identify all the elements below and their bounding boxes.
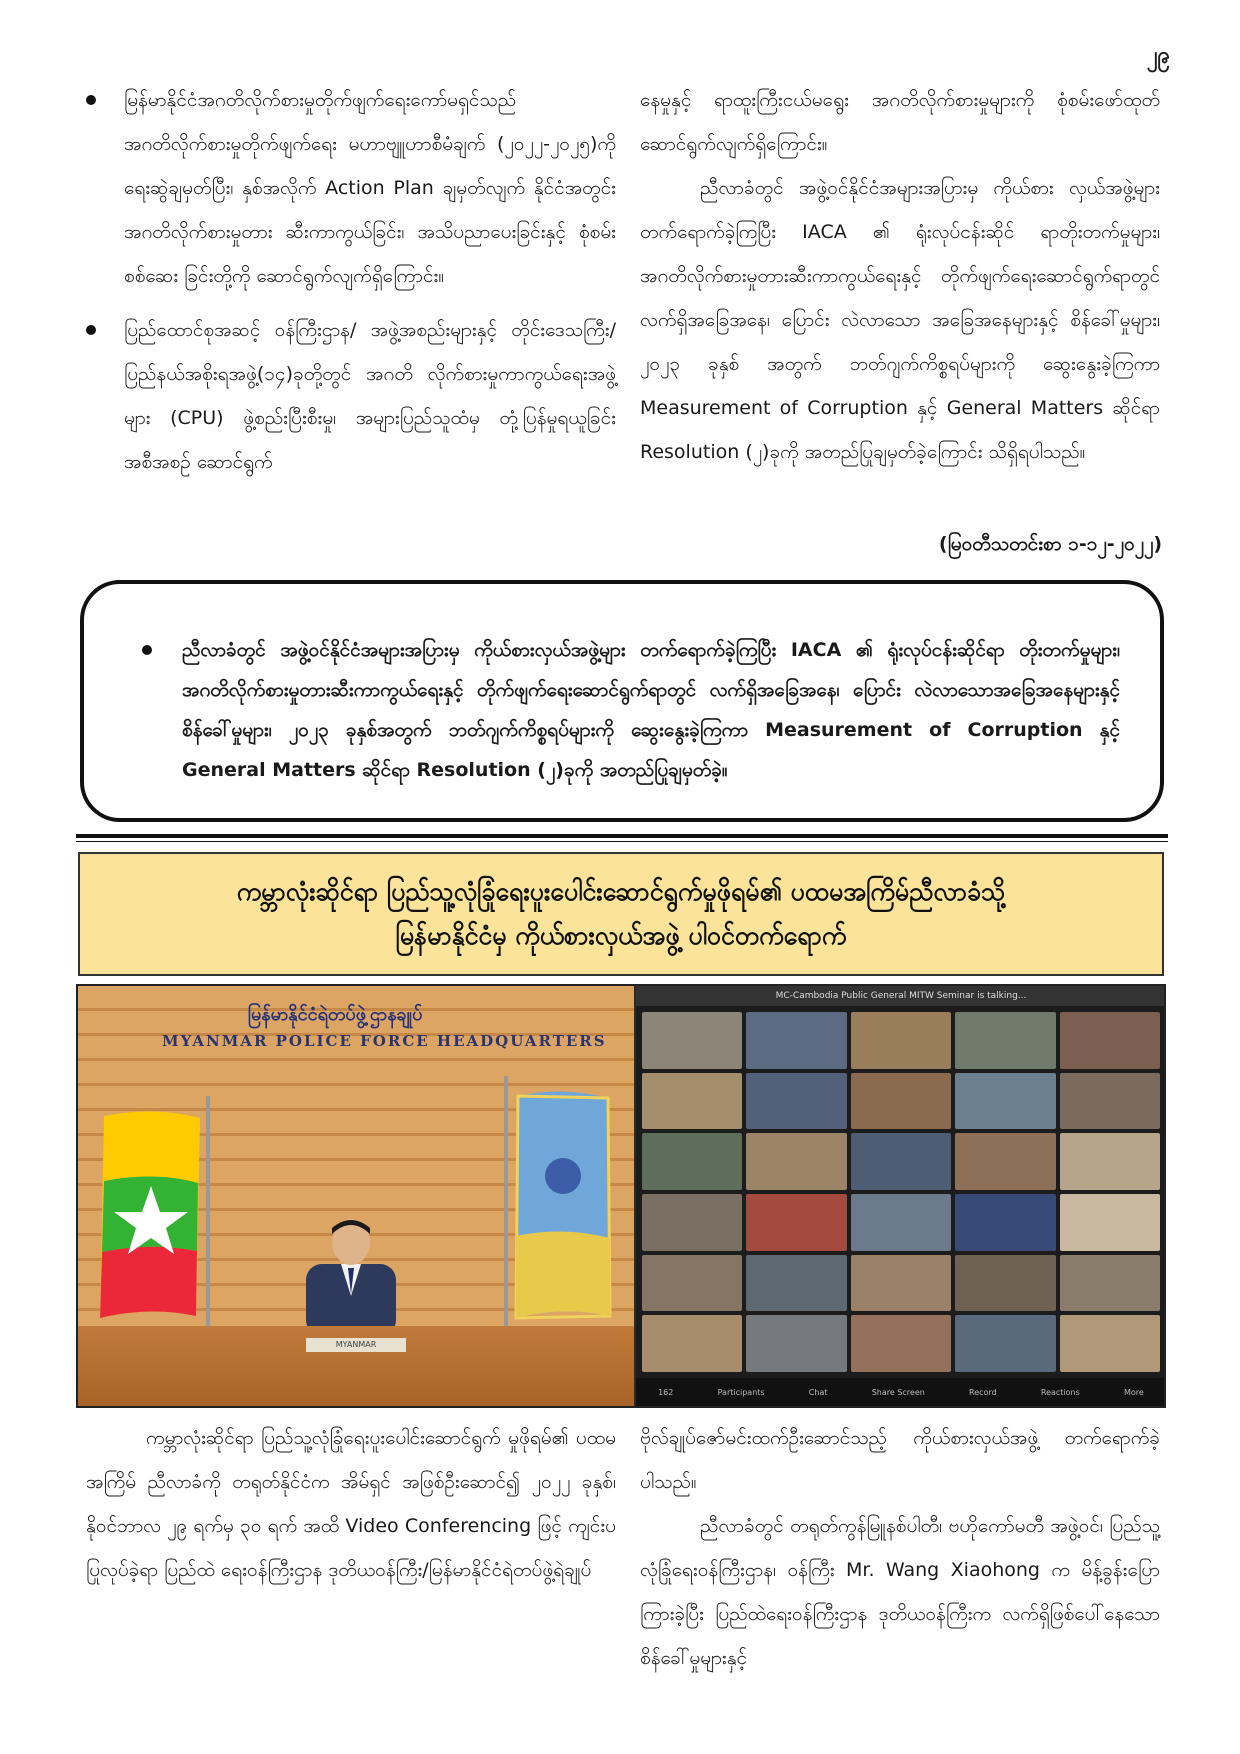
flag-pole-right <box>504 1076 508 1336</box>
participant-tile <box>1060 1012 1160 1069</box>
official-figure <box>286 1216 416 1336</box>
participant-tile <box>955 1073 1055 1130</box>
delegation-paragraph: ဗိုလ်ချုပ်ဇော်မင်းထက်ဦးဆောင်သည့် ကိုယ်စားလှယ်အဖွဲ့ တက်ရောက်ခဲ့ပါသည်။ <box>640 1427 1160 1493</box>
participant-tile <box>746 1073 846 1130</box>
participant-tile <box>746 1012 846 1069</box>
participant-tile <box>1060 1133 1160 1190</box>
participant-tile <box>642 1133 742 1190</box>
toolbar-reactions: Reactions <box>1040 1387 1080 1397</box>
participant-grid <box>642 1012 1160 1372</box>
toolbar-share-screen: Share Screen <box>871 1387 925 1397</box>
toolbar-chat: Chat <box>808 1387 828 1397</box>
headline-line-1: ကမ္ဘာလုံးဆိုင်ရာ ပြည်သူ့လုံခြုံရေးပူးပေါင်းဆောင်ရွက်မှုဖိုရမ်၏ ပထမအကြိမ်ညီလာခံသို့ <box>236 877 1006 906</box>
vc-banner: MC-Cambodia Public General MITW Seminar is talking... <box>636 986 1166 1006</box>
flag-pole-left <box>206 1096 210 1336</box>
participant-tile <box>1060 1194 1160 1251</box>
participant-tile <box>955 1194 1055 1251</box>
participant-tile <box>955 1255 1055 1312</box>
participant-tile <box>851 1194 951 1251</box>
participant-tile <box>746 1255 846 1312</box>
summary-text: ညီလာခံတွင် အဖွဲ့ဝင်နိုင်ငံအများအပြားမှ ကိုယ်စားလှယ်အဖွဲ့များ တက်ရောက်ခဲ့ကြပြီး IACA ၏ ရုံးလုပ်ငန်းဆိုင်ရာ တိုးတက်မှုများ၊ အဂတိလိုက်စားမှုတားဆီးကာကွယ်ရေးနှင့် တိုက်ဖျက်ရေးဆောင်ရွက်ရာတွင် လက်ရှိအခြေအနေ၊ ပြောင်း လဲလာသောအခြေအနေများနှင့် စိန်ခေါ်မှုများ၊ ၂၀၂၃ ခုနှစ်အတွက် ဘတ်ဂျက်ကိစ္စရပ်များကို ဆွေးနွေးခဲ့ကြကာ Measurement of Corruption နှင့် General Matters ဆိုင်ရာ Resolution (၂)ခုကို အတည်ပြုချမှတ်ခဲ့။ <box>142 630 1120 790</box>
participant-tile <box>851 1012 951 1069</box>
toolbar-record: Record <box>969 1387 997 1397</box>
toolbar-participants: Participants <box>717 1387 765 1397</box>
participant-tile <box>955 1315 1055 1372</box>
police-flag <box>508 1086 618 1326</box>
top-left-column <box>86 78 616 494</box>
bullet-strategy: မြန်မာနိုင်ငံအဂတိလိုက်စားမှုတိုက်ဖျက်ရေးကော်မရှင်သည် အဂတိလိုက်စားမှုတိုက်ဖျက်ရေး မဟာဗျူဟာစီမံချက် (၂၀၂၂-၂၀၂၅)ကို ရေးဆွဲချမှတ်ပြီး၊ နှစ်အလိုက် Action Plan ချမှတ်လျက် နိုင်ငံအတွင်း အဂတိလိုက်စားမှုတား ဆီးကာကွယ်ခြင်း၊ အသိပညာပေးခြင်းနှင့် စုံစမ်းစစ်ဆေး ခြင်းတို့ကို ဆောင်ရွက်လျက်ရှိကြောင်း။ <box>86 78 616 298</box>
continued-paragraph: နေမှုနှင့် ရာထူးကြီးငယ်မရွေး အဂတိလိုက်စားမှုများကို စုံစမ်းဖော်ထုတ်ဆောင်ရွက်လျက်ရှိကြောင်း။ <box>640 89 1160 155</box>
participant-tile <box>642 1255 742 1312</box>
participant-tile <box>1060 1255 1160 1312</box>
forum-paragraph: ကမ္ဘာလုံးဆိုင်ရာ ပြည်သူ့လုံခြုံရေးပူးပေါင်းဆောင်ရွက် မှုဖိုရမ်၏ ပထမအကြိမ် ညီလာခံကို တရုတ်နိုင်ငံက အိမ်ရှင် အဖြစ်ဦးဆောင်၍ ၂၀၂၂ ခုနှစ်၊ နိုဝင်ဘာလ ၂၉ ရက်မှ ၃၀ ရက် အထိ Video Conferencing ဖြင့် ကျင်းပပြုလုပ်ခဲ့ရာ ပြည်ထဲ ရေးဝန်ကြီးဌာန ဒုတိယဝန်ကြီး/မြန်မာနိုင်ငံရဲတပ်ဖွဲ့ရဲချုပ် <box>86 1427 616 1581</box>
video-conference-screen <box>636 986 1166 1406</box>
hq-sign-english: MYANMAR POLICE FORCE HEADQUARTERS <box>162 1032 607 1050</box>
toolbar-more: More <box>1124 1387 1144 1397</box>
participant-tile <box>746 1315 846 1372</box>
hq-sign-myanmar: မြန်မာနိုင်ငံရဲတပ်ဖွဲ့ဌာနချုပ် <box>248 1004 423 1025</box>
conference-photo <box>76 984 1166 1408</box>
news-source: (မြဝတီသတင်းစာ ၁-၁၂-၂၀၂၂) <box>938 533 1162 555</box>
page-number: ၂၉ <box>1146 43 1170 68</box>
participant-tile <box>955 1133 1055 1190</box>
participant-tile <box>1060 1073 1160 1130</box>
participant-count: 162 <box>658 1387 674 1397</box>
participant-tile <box>642 1194 742 1251</box>
participant-tile <box>851 1255 951 1312</box>
participant-tile <box>851 1133 951 1190</box>
participant-tile <box>642 1315 742 1372</box>
myanmar-flag <box>96 1106 206 1326</box>
police-hq-photo <box>78 986 634 1406</box>
headline-line-2: မြန်မာနိုင်ငံမှ ကိုယ်စားလှယ်အဖွဲ့ ပါဝင်တက်ရောက် <box>395 921 847 950</box>
vc-toolbar <box>636 1378 1166 1406</box>
participant-tile <box>746 1133 846 1190</box>
participant-tile <box>642 1012 742 1069</box>
conference-paragraph: ညီလာခံတွင် အဖွဲ့ဝင်နိုင်ငံအများအပြားမှ ကိုယ်စား လှယ်အဖွဲ့များ တက်ရောက်ခဲ့ကြပြီး IACA ၏ ရုံးလုပ်ငန်းဆိုင် ရာတိုးတက်မှုများ၊ အဂတိလိုက်စားမှုတားဆီးကာကွယ်ရေးနှင့် တိုက်ဖျက်ရေးဆောင်ရွက်ရာတွင် လက်ရှိအခြေအနေ၊ ပြောင်း လဲလာသော အခြေအနေများနှင့် စိန်ခေါ်မှုများ၊ ၂၀၂၃ ခုနှစ် အတွက် ဘတ်ဂျက်ကိစ္စရပ်များကို ဆွေးနွေးခဲ့ကြကာ Measurement of Corruption နှင့် General Matters ဆိုင်ရာ Resolution (၂)ခုကို အတည်ပြုချမှတ်ခဲ့ကြောင်း သိရှိရပါသည်။ <box>640 177 1160 463</box>
section-divider-thin <box>76 841 1168 842</box>
bottom-left-column <box>86 1416 616 1592</box>
bullet-cpu: ပြည်ထောင်စုအဆင့် ဝန်ကြီးဌာန/ အဖွဲ့အစည်းများနှင့် တိုင်းဒေသကြီး/ ပြည်နယ်အစိုးရအဖွဲ့(၁၄)ခုတို့တွင် အဂတိ လိုက်စားမှုကာကွယ်ရေးအဖွဲ့များ (CPU) ဖွဲ့စည်းပြီးစီးမှု၊ အများပြည်သူထံမှ တုံ့ပြန်မှုရယူခြင်းအစီအစဉ် ဆောင်ရွက် <box>86 308 616 484</box>
summary-box <box>80 580 1164 822</box>
bottom-right-column <box>640 1416 1160 1680</box>
name-plate: MYANMAR <box>306 1338 406 1352</box>
participant-tile <box>642 1073 742 1130</box>
participant-tile <box>851 1073 951 1130</box>
participant-tile <box>851 1315 951 1372</box>
top-right-column <box>640 78 1160 474</box>
section-divider-thick <box>76 834 1168 838</box>
speech-paragraph: ညီလာခံတွင် တရုတ်ကွန်မြူနစ်ပါတီ၊ ဗဟိုကော်မတီ အဖွဲ့ဝင်၊ ပြည်သူ့လုံခြုံရေးဝန်ကြီးဌာန၊ ဝန်ကြီး Mr. Wang Xiaohong က မိန့်ခွန်းပြောကြားခဲ့ပြီး ပြည်ထဲရေးဝန်ကြီးဌာန ဒုတိယဝန်ကြီးက လက်ရှိဖြစ်ပေါ်နေသော စိန်ခေါ်မှုများနှင့် <box>640 1515 1160 1669</box>
participant-tile <box>955 1012 1055 1069</box>
article-headline <box>78 852 1164 976</box>
participant-tile <box>746 1194 846 1251</box>
participant-tile <box>1060 1315 1160 1372</box>
